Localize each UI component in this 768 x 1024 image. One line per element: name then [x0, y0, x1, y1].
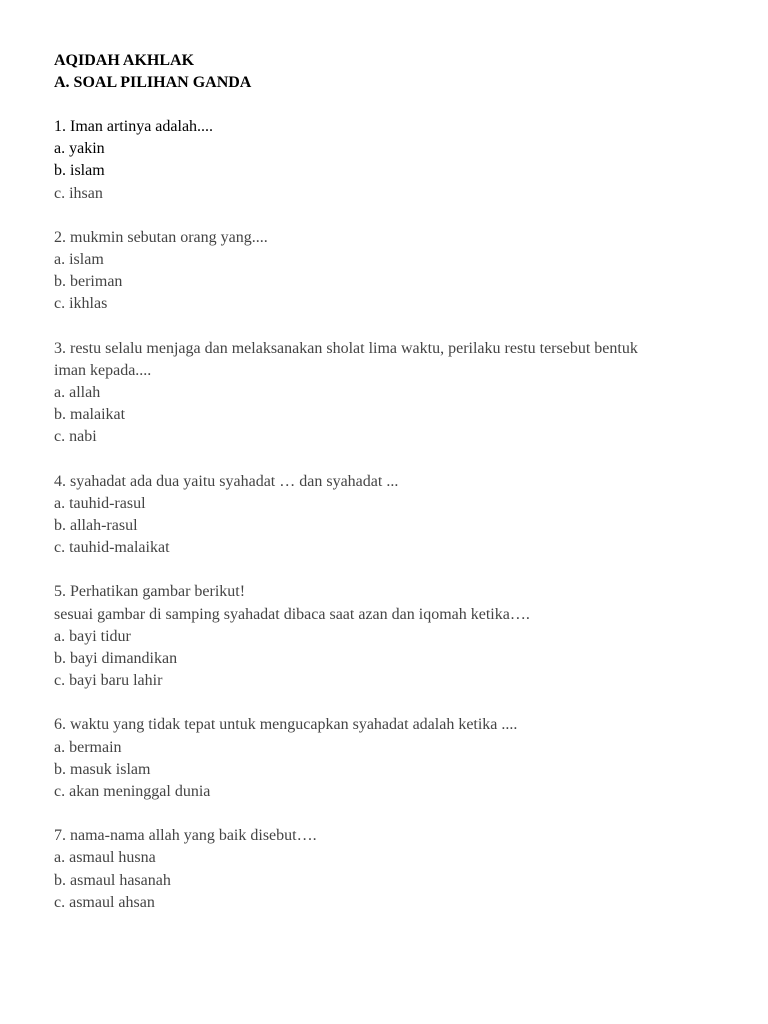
answer-option: c. nabi: [54, 428, 97, 446]
answer-option: a. yakin: [54, 140, 105, 158]
question-text: 5. Perhatikan gambar berikut!: [54, 583, 246, 601]
answer-option: c. ikhlas: [54, 295, 108, 313]
answer-option: b. allah-rasul: [54, 517, 138, 535]
answer-option: c. tauhid-malaikat: [54, 539, 170, 557]
question-1: [54, 116, 734, 205]
answer-option: a. allah: [54, 384, 101, 402]
answer-option: b. bayi dimandikan: [54, 650, 178, 668]
question-text: 1. Iman artinya adalah....: [54, 118, 214, 135]
answer-option: a. tauhid-rasul: [54, 494, 146, 512]
answer-option: b. masuk islam: [54, 760, 151, 778]
answer-option: b. asmaul hasanah: [54, 871, 171, 889]
question-2: [54, 227, 734, 316]
question-text: 3. restu selalu menjaga dan melaksanakan sholat lima waktu, perilaku restu tersebut bentuk: [54, 339, 638, 357]
question-3: [54, 338, 734, 449]
answer-option: a. bayi tidur: [54, 627, 131, 645]
question-text: 2. mukmin sebutan orang yang....: [54, 228, 268, 246]
answer-option: c. asmaul ahsan: [54, 893, 155, 911]
answer-option: b. beriman: [54, 273, 123, 291]
answer-option: a. asmaul husna: [54, 849, 156, 867]
question-text-continued: iman kepada....: [54, 361, 152, 379]
question-text: 6. waktu yang tidak tepat untuk mengucapkan syahadat adalah ketika ....: [54, 716, 518, 734]
document-page: [54, 50, 734, 914]
answer-option: c. akan meninggal dunia: [54, 783, 211, 801]
section-heading: A. SOAL PILIHAN GANDA: [54, 74, 252, 91]
answer-option: c. ihsan: [54, 184, 103, 202]
question-5: [54, 581, 734, 692]
question-4: [54, 471, 734, 560]
answer-option: c. bayi baru lahir: [54, 672, 163, 690]
answer-option: b. islam: [54, 162, 105, 180]
answer-option: a. islam: [54, 251, 104, 269]
question-text: 7. nama-nama allah yang baik disebut….: [54, 827, 317, 845]
question-7: [54, 825, 734, 914]
question-text-continued: sesuai gambar di samping syahadat dibaca saat azan dan iqomah ketika….: [54, 605, 530, 623]
question-6: [54, 714, 734, 803]
answer-option: a. bermain: [54, 738, 122, 756]
document-title: AQIDAH AKHLAK: [54, 52, 195, 69]
question-text: 4. syahadat ada dua yaitu syahadat … dan syahadat ...: [54, 472, 399, 490]
answer-option: b. malaikat: [54, 406, 126, 424]
